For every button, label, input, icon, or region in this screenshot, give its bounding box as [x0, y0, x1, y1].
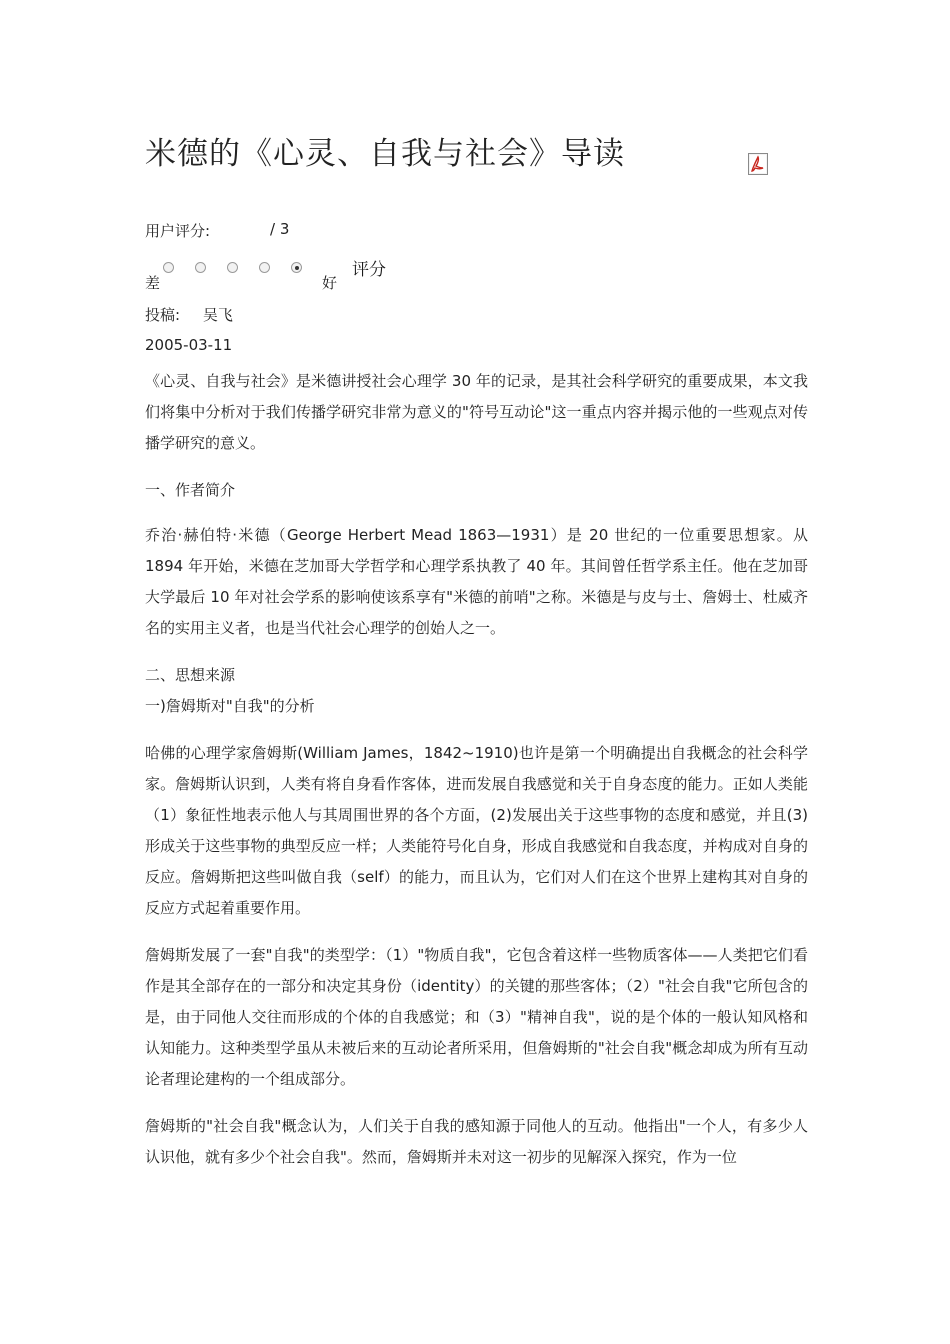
rating-label: 用户评分: — [145, 222, 211, 240]
author-paragraph: 乔治·赫伯特·米德（George Herbert Mead 1863—1931）是 20 世纪的一位重要思想家。从 1894 年开始，米德在芝加哥大学哲学和心理学系执教了 40 年。其间曾任哲学系主任。他在芝加哥大学最后 10 年对社会学系的影响使该系享有"米德的前哨"之称。米德是与皮与士、詹姆士、杜威齐名的实用主义者，也是当代社会心理学的创始人之一。 — [145, 526, 808, 637]
rate-button[interactable]: 评分 — [352, 260, 386, 280]
rating-radio-1[interactable] — [163, 262, 174, 273]
rating-score: / 3 — [270, 220, 290, 238]
rating-good-label: 好 — [322, 274, 338, 292]
rating-radio-3[interactable] — [227, 262, 238, 273]
james-paragraph-1: 哈佛的心理学家詹姆斯(William James，1842~1910)也许是第一个明确提出自我概念的社会科学家。詹姆斯认识到，人类有将自身看作客体，进而发展自我感觉和关于自身态度的能力。正如人类能（1）象征性地表示他人与其周围世界的各个方面，(2)发展出关于这些事物的态度和感觉，并且(3)形成关于这些事物的典型反应一样；人类能符号化自身，形成自我感觉和自我态度，并构成对自身的反应。詹姆斯把这些叫做自我（self）的能力，而且认为，它们对人们在这个世界上建构其对自身的反应方式起着重要作用。 — [145, 744, 808, 917]
rating-radio-2[interactable] — [195, 262, 206, 273]
page-title: 米德的《心灵、自我与社会》导读 — [145, 136, 625, 172]
rating-radio-5[interactable] — [291, 262, 302, 273]
subsection-heading-james: 一)詹姆斯对"自我"的分析 — [145, 697, 315, 715]
rating-bad-label: 差 — [145, 274, 161, 292]
james-paragraph-2: 詹姆斯发展了一套"自我"的类型学：（1）"物质自我"，它包含着这样一些物质客体——人类把它们看作是其全部存在的一部分和决定其身份（identity）的关键的那些客体；（2）"社会自我"它所包含的是，由于同他人交往而形成的个体的自我感觉；和（3）"精神自我"，说的是个体的一般认知风格和认知能力。这种类型学虽从未被后来的互动论者所采用，但詹姆斯的"社会自我"概念却成为所有互动论者理论建构的一个组成部分。 — [145, 946, 808, 1088]
section-heading-sources: 二、思想来源 — [145, 666, 236, 684]
article-body — [145, 366, 808, 1189]
author-name: 吴飞 — [202, 306, 233, 324]
rating-control — [145, 255, 445, 295]
james-paragraph-3: 詹姆斯的"社会自我"概念认为，人们关于自我的感知源于同他人的互动。他指出"一个人，有多少人认识他，就有多少个社会自我"。然而，詹姆斯并未对这一初步的见解深入探究，作为一位 — [145, 1117, 808, 1166]
rating-radio-4[interactable] — [259, 262, 270, 273]
author-line — [145, 304, 233, 325]
author-label: 投稿: — [145, 306, 181, 324]
pdf-icon[interactable] — [748, 153, 768, 175]
intro-paragraph: 《心灵、自我与社会》是米德讲授社会心理学 30 年的记录，是其社会科学研究的重要成果，本文我们将集中分析对于我们传播学研究非常为意义的"符号互动论"这一重点内容并揭示他的一些观点对传播学研究的意义。 — [145, 372, 808, 452]
section-heading-author: 一、作者简介 — [145, 481, 236, 499]
publish-date: 2005-03-11 — [145, 336, 233, 354]
rating-summary — [145, 220, 290, 241]
